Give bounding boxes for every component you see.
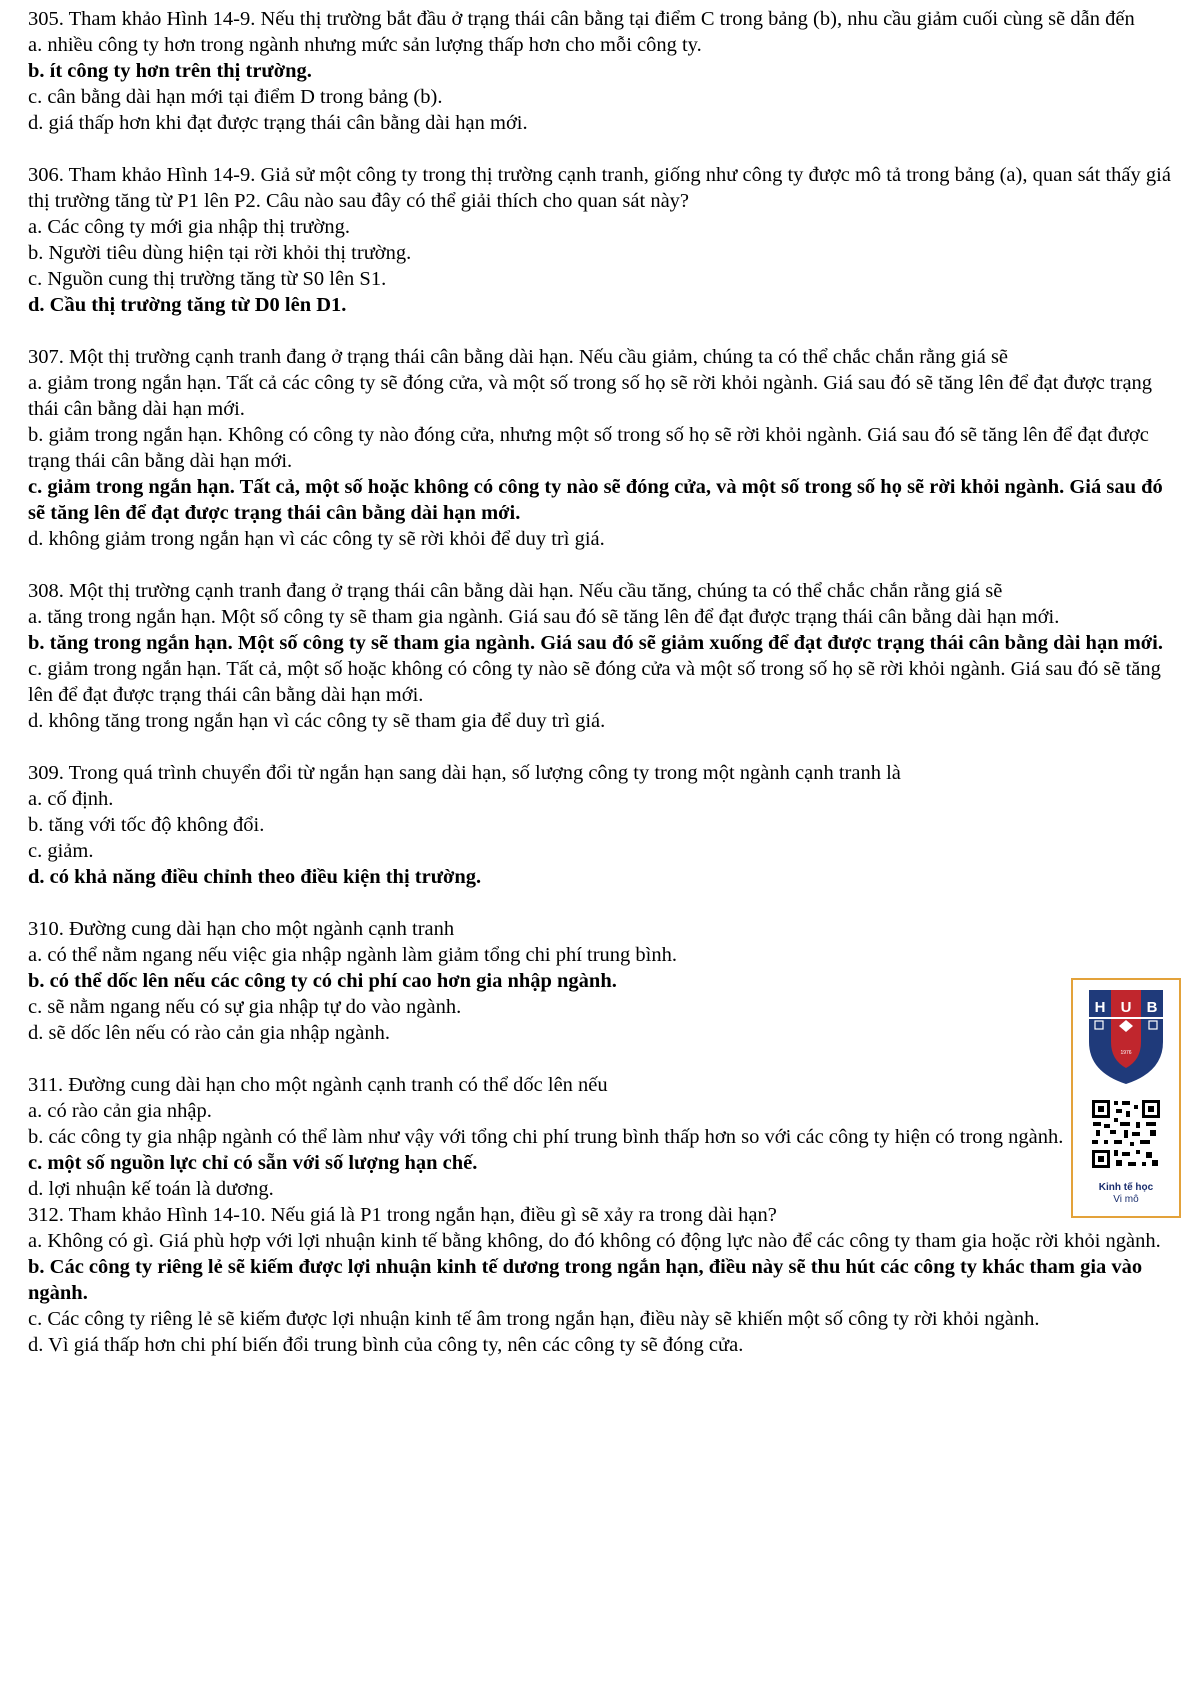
- logo-letter-b: B: [1146, 999, 1158, 1016]
- answer-option-a: a. tăng trong ngắn hạn. Một số công ty sẽ tham gia ngành. Giá sau đó sẽ tăng lên để đạt được trạng thái cân bằng dài hạn mới.: [28, 606, 1060, 628]
- question-stem: 306. Tham khảo Hình 14-9. Giả sử một công ty trong thị trường cạnh tranh, giống như công ty được mô tả trong bảng (a), quan sát thấy giá thị trường tăng từ P1 lên P2. Câu nào sau đây có thể giải thích cho quan sát này?: [28, 164, 1171, 212]
- question-305: [28, 6, 1178, 136]
- answer-option-c: c. Nguồn cung thị trường tăng từ S0 lên S1.: [28, 268, 387, 290]
- answer-option-d-correct: d. Cầu thị trường tăng từ D0 lên D1.: [28, 294, 347, 316]
- qr-code-icon: [1090, 1098, 1162, 1170]
- logo-caption-line1: Kinh tế học: [1098, 1182, 1154, 1193]
- answer-option-a: a. giảm trong ngắn hạn. Tất cả các công ty sẽ đóng cửa, và một số trong số họ sẽ rời khỏi ngành. Giá sau đó sẽ tăng lên để đạt được trạng thái cân bằng dài hạn mới.: [28, 372, 1153, 420]
- question-308: [28, 578, 1178, 734]
- document-page: [28, 6, 1178, 1384]
- question-310: [28, 916, 1048, 1046]
- answer-option-d: d. sẽ dốc lên nếu có rào cản gia nhập ngành.: [28, 1022, 391, 1044]
- answer-option-b-correct: b. tăng trong ngắn hạn. Một số công ty sẽ tham gia ngành. Giá sau đó sẽ giảm xuống để đạt được trạng thái cân bằng dài hạn mới.: [28, 632, 1163, 654]
- answer-option-c: c. sẽ nằm ngang nếu có sự gia nhập tự do vào ngành.: [28, 996, 462, 1018]
- logo-caption: [1073, 1182, 1179, 1206]
- question-stem: 310. Đường cung dài hạn cho một ngành cạnh tranh: [28, 918, 455, 940]
- question-309: [28, 760, 1048, 890]
- answer-option-a: a. Các công ty mới gia nhập thị trường.: [28, 216, 351, 238]
- question-306: [28, 162, 1178, 318]
- logo-letter-u: U: [1120, 999, 1132, 1016]
- logo-letter-h: H: [1094, 999, 1106, 1016]
- answer-option-b: b. Người tiêu dùng hiện tại rời khỏi thị trường.: [28, 242, 412, 264]
- answer-option-a: a. có thể nằm ngang nếu việc gia nhập ngành làm giảm tổng chi phí trung bình.: [28, 944, 678, 966]
- answer-option-d: d. không giảm trong ngắn hạn vì các công ty sẽ rời khỏi để duy trì giá.: [28, 528, 605, 550]
- question-307: [28, 344, 1178, 552]
- answer-option-a: a. Không có gì. Giá phù hợp với lợi nhuận kinh tế bằng không, do đó không có động lực nào để các công ty tham gia hoặc rời khỏi ngành.: [28, 1230, 1161, 1252]
- answer-option-c-correct: c. giảm trong ngắn hạn. Tất cả, một số hoặc không có công ty nào sẽ đóng cửa, và một số trong số họ sẽ rời khỏi ngành. Giá sau đó sẽ tăng lên để đạt được trạng thái cân bằng dài hạn mới.: [28, 476, 1163, 524]
- question-311: [28, 1072, 1178, 1202]
- answer-option-a: a. có rào cản gia nhập.: [28, 1100, 212, 1122]
- logo-caption-line2: Vi mô: [1113, 1194, 1139, 1205]
- answer-option-b-correct: b. ít công ty hơn trên thị trường.: [28, 60, 312, 82]
- answer-option-d: d. lợi nhuận kế toán là dương.: [28, 1178, 274, 1200]
- answer-option-b-correct: b. Các công ty riêng lẻ sẽ kiếm được lợi nhuận kinh tế dương trong ngắn hạn, điều này sẽ thu hút các công ty khác tham gia vào ngành.: [28, 1256, 1143, 1304]
- question-stem: 307. Một thị trường cạnh tranh đang ở trạng thái cân bằng dài hạn. Nếu cầu giảm, chúng ta có thể chắc chắn rằng giá sẽ: [28, 346, 1009, 368]
- answer-option-d: d. giá thấp hơn khi đạt được trạng thái cân bằng dài hạn mới.: [28, 112, 528, 134]
- answer-option-c: c. cân bằng dài hạn mới tại điểm D trong bảng (b).: [28, 86, 443, 108]
- question-stem: 311. Đường cung dài hạn cho một ngành cạnh tranh có thể dốc lên nếu: [28, 1074, 608, 1096]
- answer-option-b: b. tăng với tốc độ không đổi.: [28, 814, 265, 836]
- answer-option-c: c. giảm.: [28, 840, 94, 862]
- question-stem: 308. Một thị trường cạnh tranh đang ở trạng thái cân bằng dài hạn. Nếu cầu tăng, chúng ta có thể chắc chắn rằng giá sẽ: [28, 580, 1003, 602]
- answer-option-a: a. cố định.: [28, 788, 114, 810]
- logo-year: 1976: [1120, 1050, 1132, 1056]
- answer-option-b: b. giảm trong ngắn hạn. Không có công ty nào đóng cửa, nhưng một số trong số họ sẽ rời khỏi ngành. Giá sau đó sẽ tăng lên để đạt được trạng thái cân bằng dài hạn mới.: [28, 424, 1149, 472]
- question-stem: 309. Trong quá trình chuyển đổi từ ngắn hạn sang dài hạn, số lượng công ty trong một ngành cạnh tranh là: [28, 762, 901, 784]
- answer-option-d: d. không tăng trong ngắn hạn vì các công ty sẽ tham gia để duy trì giá.: [28, 710, 606, 732]
- answer-option-d-correct: d. có khả năng điều chỉnh theo điều kiện thị trường.: [28, 866, 482, 888]
- question-312: [28, 1202, 1178, 1358]
- answer-option-b-correct: b. có thể dốc lên nếu các công ty có chi phí cao hơn gia nhập ngành.: [28, 970, 617, 992]
- question-stem: 305. Tham khảo Hình 14-9. Nếu thị trường bắt đầu ở trạng thái cân bằng tại điểm C trong bảng (b), nhu cầu giảm cuối cùng sẽ dẫn đến: [28, 8, 1135, 30]
- answer-option-d: d. Vì giá thấp hơn chi phí biến đổi trung bình của công ty, nên các công ty sẽ đóng cửa.: [28, 1334, 744, 1356]
- answer-option-c: c. giảm trong ngắn hạn. Tất cả, một số hoặc không có công ty nào sẽ đóng cửa và một số trong số họ sẽ rời khỏi ngành. Giá sau đó sẽ tăng lên để đạt được trạng thái cân bằng dài hạn mới.: [28, 658, 1161, 706]
- answer-option-c-correct: c. một số nguồn lực chỉ có sẵn với số lượng hạn chế.: [28, 1152, 478, 1174]
- hub-logo-card: [1071, 978, 1181, 1218]
- hub-logo-graphic: [1073, 980, 1179, 1180]
- answer-option-a: a. nhiều công ty hơn trong ngành nhưng mức sản lượng thấp hơn cho mỗi công ty.: [28, 34, 702, 56]
- question-stem: 312. Tham khảo Hình 14-10. Nếu giá là P1 trong ngắn hạn, điều gì sẽ xảy ra trong dài hạn?: [28, 1204, 777, 1226]
- answer-option-c: c. Các công ty riêng lẻ sẽ kiếm được lợi nhuận kinh tế âm trong ngắn hạn, điều này sẽ khiến một số công ty rời khỏi ngành.: [28, 1308, 1040, 1330]
- answer-option-b: b. các công ty gia nhập ngành có thể làm như vậy với tổng chi phí trung bình thấp hơn so với các công ty hiện có trong ngành.: [28, 1126, 1064, 1148]
